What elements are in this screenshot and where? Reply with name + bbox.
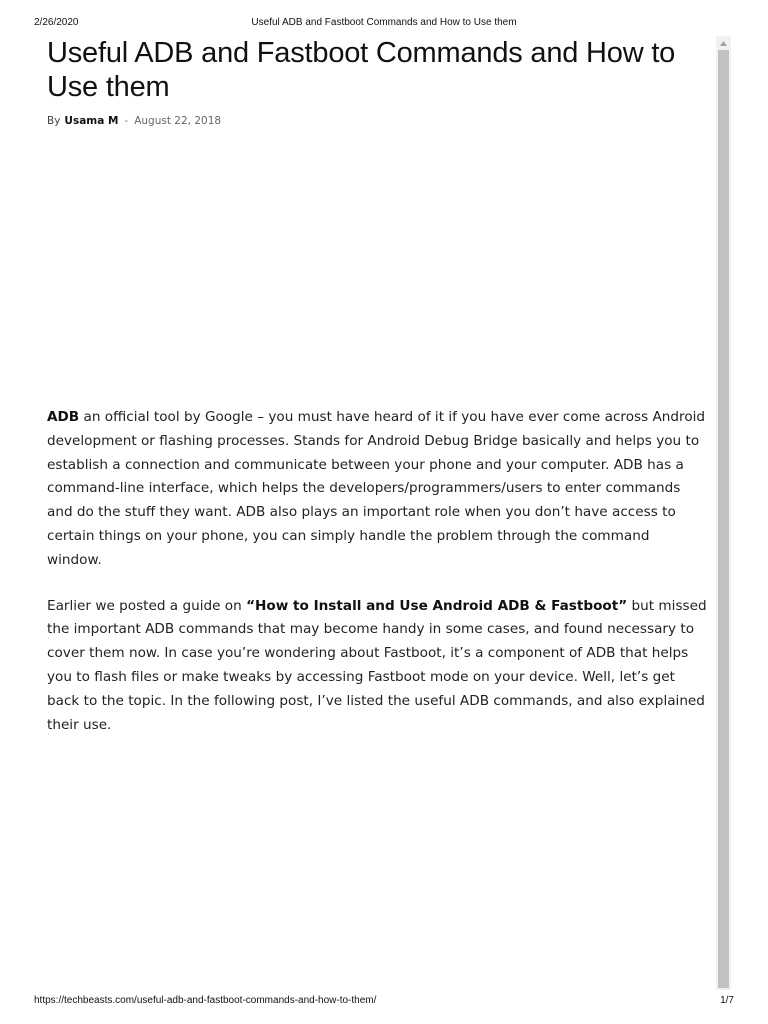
byline-by: By (47, 115, 61, 127)
scrollbar-thumb[interactable] (718, 50, 729, 988)
publish-date: August 22, 2018 (134, 115, 222, 127)
vertical-scrollbar[interactable] (716, 36, 731, 990)
paragraph-earlier-after: but missed the important ADB commands that may become handy in some cases, and found necessary to cover them now. In case you’re wondering about Fastboot, it’s a component of ADB that helps you to flash files or make tweaks by accessing Fastboot mode on your device. Well, let’s get back to the topic. In the following post, I’ve listed the useful ADB commands, and also explained their use. (47, 597, 707, 733)
byline-separator: - (124, 115, 129, 127)
paragraph-intro (47, 406, 707, 573)
print-header (0, 17, 768, 31)
author-link[interactable]: Usama M (64, 115, 119, 127)
adb-bold: ADB (47, 409, 80, 425)
article-title: Useful ADB and Fastboot Commands and How to Use them (47, 37, 676, 103)
print-footer (0, 995, 768, 1009)
print-date: 2/26/2020 (34, 17, 79, 28)
paragraph-earlier (47, 595, 707, 738)
paragraph-intro-text: an official tool by Google – you must have heard of it if you have ever come across Android development or flashing processes. Stands for Android Debug Bridge basically and helps you to establish a connection and communicate between your phone and your computer. ADB has a command-line interface, which helps the developers/programmers/users to enter commands and do the stuff they want. ADB also plays an important role when you don’t have access to certain things on your phone, you can simply handle the problem through the command window. (47, 409, 706, 568)
paragraph-earlier-before: Earlier we posted a guide on (47, 597, 247, 614)
guide-link[interactable]: “How to Install and Use Android ADB & Fastboot” (246, 597, 628, 614)
byline (47, 114, 707, 128)
arrow-up-icon (720, 41, 727, 46)
page-url: https://techbeasts.com/useful-adb-and-fastboot-commands-and-how-to-them/ (34, 995, 377, 1006)
page-number: 1/7 (720, 995, 734, 1006)
article (47, 36, 707, 759)
scroll-up-button[interactable] (716, 36, 731, 50)
print-title: Useful ADB and Fastboot Commands and How to Use them (251, 17, 517, 28)
ad-placeholder (47, 128, 707, 406)
